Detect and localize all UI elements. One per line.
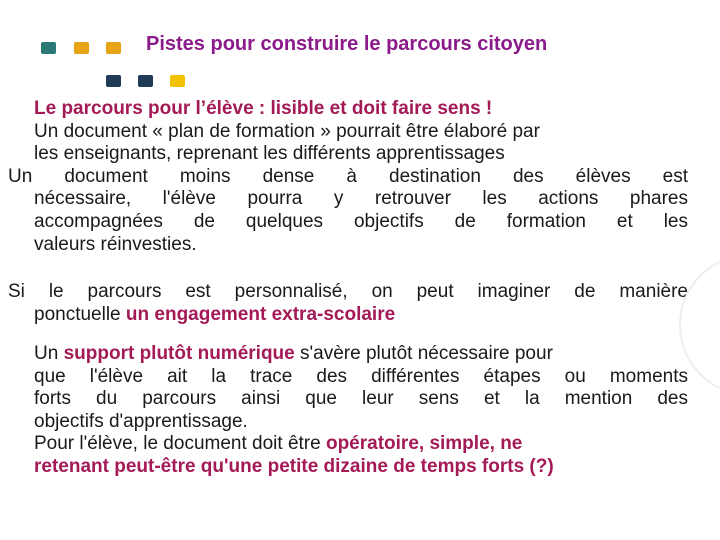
heading-line: Le parcours pour l’élève : lisible et doit faire sens ! xyxy=(34,98,493,119)
text-line: objectifs d'apprentissage. xyxy=(34,410,248,432)
text-segment: s'avère plutôt nécessaire pour xyxy=(294,343,553,364)
text-line: valeurs réinvesties. xyxy=(34,233,197,255)
text-line: nécessaire, l'élève pourra y retrouver les actions phares xyxy=(34,188,688,210)
navy-square-decoration xyxy=(138,75,153,87)
highlight-text: support plutôt numérique xyxy=(63,343,295,364)
orange-square-decoration xyxy=(106,42,121,54)
highlight-text: un engagement extra-scolaire xyxy=(125,303,396,325)
text-line xyxy=(8,304,688,327)
highlight-line: retenant peut-être qu'une petite dizaine de temps forts (?) xyxy=(34,455,554,477)
text-line: Un document « plan de formation » pourrait être élaboré par xyxy=(34,120,540,142)
text-line: forts du parcours ainsi que leur sens et la mention des xyxy=(34,388,688,410)
yellow-square-decoration xyxy=(170,75,185,87)
text-line: Un document moins dense à destination des élèves est xyxy=(8,165,688,187)
teal-square-decoration xyxy=(41,42,56,54)
text-line xyxy=(8,433,688,456)
faint-arc-decoration xyxy=(670,250,720,400)
text-segment: Pour l'élève, le document doit être xyxy=(34,433,326,455)
navy-square-decoration xyxy=(106,75,121,87)
text-segment: ponctuelle xyxy=(34,303,126,325)
highlight-text: opératoire, simple, ne xyxy=(325,433,523,455)
text-line: Si le parcours est personnalisé, on peut imaginer de manière xyxy=(8,281,688,302)
orange-square-decoration xyxy=(74,42,89,54)
paragraph-personnalise xyxy=(8,281,688,326)
text-line xyxy=(8,343,688,366)
paragraph-parcours-eleve xyxy=(8,98,688,256)
text-line: les enseignants, reprenant les différents apprentissages xyxy=(34,143,505,165)
text-line: accompagnées de quelques objectifs de formation et les xyxy=(34,210,688,232)
text-line: que l'élève ait la trace des différentes étapes ou moments xyxy=(34,365,688,387)
paragraph-support-numerique xyxy=(8,343,688,479)
text-segment: Un xyxy=(34,343,64,364)
slide-title: Pistes pour construire le parcours citoyen xyxy=(146,33,548,55)
